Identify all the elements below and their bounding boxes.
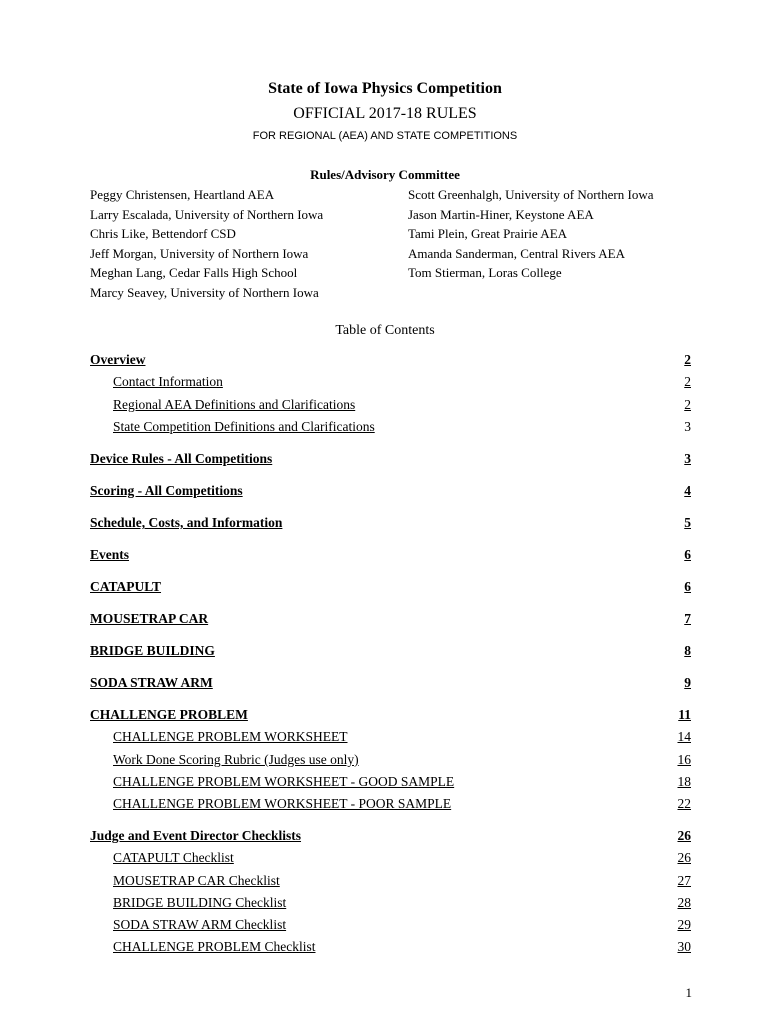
toc-entry-page[interactable]: 5 bbox=[684, 515, 691, 530]
committee-left-column bbox=[90, 185, 323, 302]
toc-entry-page[interactable]: 26 bbox=[677, 850, 691, 865]
toc-entry-label[interactable]: State Competition Definitions and Clarifications bbox=[113, 419, 375, 434]
toc-entry[interactable] bbox=[90, 396, 691, 414]
committee-member: Peggy Christensen, Heartland AEA bbox=[90, 187, 275, 202]
toc-entry-label[interactable]: SODA STRAW ARM bbox=[90, 675, 213, 690]
toc-entry-label[interactable]: BRIDGE BUILDING Checklist bbox=[113, 895, 287, 910]
toc-entry-label[interactable]: CATAPULT bbox=[90, 579, 162, 594]
toc-entry-label[interactable]: MOUSETRAP CAR bbox=[90, 611, 209, 626]
toc-entry-label[interactable]: CHALLENGE PROBLEM WORKSHEET - POOR SAMPLE bbox=[113, 796, 452, 811]
toc-entry[interactable] bbox=[90, 872, 691, 890]
toc-entry-page[interactable]: 2 bbox=[684, 374, 691, 389]
toc-entry[interactable] bbox=[90, 938, 691, 956]
toc-entry-label[interactable]: Regional AEA Definitions and Clarifications bbox=[113, 397, 356, 412]
committee-right-column bbox=[408, 185, 654, 283]
toc-entry[interactable] bbox=[90, 514, 691, 532]
committee-member: Larry Escalada, University of Northern Iowa bbox=[90, 206, 324, 222]
toc-entry-page[interactable]: 4 bbox=[684, 483, 691, 498]
committee-member: Marcy Seavey, University of Northern Iowa bbox=[90, 284, 319, 300]
committee-member: Jeff Morgan, University of Northern Iowa bbox=[90, 245, 309, 261]
toc-entry[interactable] bbox=[90, 706, 691, 724]
committee-member: Meghan Lang, Cedar Falls High School bbox=[90, 265, 298, 280]
document-subtitle: OFFICIAL 2017-18 RULES bbox=[293, 105, 477, 122]
toc-entry-label[interactable]: Device Rules - All Competitions bbox=[90, 451, 273, 466]
toc-entry-label[interactable]: BRIDGE BUILDING bbox=[90, 643, 215, 658]
toc-entry[interactable] bbox=[90, 373, 691, 391]
toc-entry-label[interactable]: CATAPULT Checklist bbox=[113, 850, 234, 865]
committee-member: Scott Greenhalgh, University of Northern Iowa bbox=[408, 187, 654, 202]
toc-entry-page[interactable]: 6 bbox=[684, 547, 691, 562]
toc-entry[interactable] bbox=[90, 546, 691, 564]
committee-member: Jason Martin-Hiner, Keystone AEA bbox=[408, 206, 594, 222]
toc-entry-label[interactable]: MOUSETRAP CAR Checklist bbox=[113, 873, 280, 888]
toc-entry-label[interactable]: CHALLENGE PROBLEM WORKSHEET - GOOD SAMPLE bbox=[113, 774, 455, 789]
toc-entry-page[interactable]: 27 bbox=[677, 873, 691, 888]
toc-entry[interactable] bbox=[90, 418, 691, 436]
committee-member: Tom Stierman, Loras College bbox=[408, 265, 562, 280]
toc-entry[interactable] bbox=[90, 674, 691, 692]
toc-entry-label[interactable]: Contact Information bbox=[113, 374, 223, 389]
toc-entry-label[interactable]: Scoring - All Competitions bbox=[90, 483, 243, 498]
toc-heading: Table of Contents bbox=[335, 323, 435, 338]
toc-entry-page[interactable]: 3 bbox=[684, 419, 691, 434]
toc-entry-page[interactable]: 14 bbox=[677, 729, 691, 744]
document-title: State of Iowa Physics Competition bbox=[268, 80, 502, 97]
toc-entry-label[interactable]: Schedule, Costs, and Information bbox=[90, 515, 283, 530]
toc-entry[interactable] bbox=[90, 642, 691, 660]
toc-entry-page[interactable]: 26 bbox=[677, 828, 691, 843]
toc-entry[interactable] bbox=[90, 610, 691, 628]
toc-entry[interactable] bbox=[90, 450, 691, 468]
toc-entry[interactable] bbox=[90, 351, 691, 369]
toc-entry[interactable] bbox=[90, 578, 691, 596]
toc-entry-label[interactable]: Overview bbox=[90, 352, 146, 367]
toc-entry[interactable] bbox=[90, 728, 691, 746]
toc-entry-label[interactable]: Work Done Scoring Rubric (Judges use only) bbox=[113, 752, 359, 767]
toc-entry[interactable] bbox=[90, 827, 691, 845]
committee-member: Amanda Sanderman, Central Rivers AEA bbox=[408, 245, 625, 261]
toc-entry[interactable] bbox=[90, 482, 691, 500]
toc-entry[interactable] bbox=[90, 849, 691, 867]
toc-entry-page[interactable]: 30 bbox=[677, 939, 691, 954]
toc-entry[interactable] bbox=[90, 894, 691, 912]
toc-entry-page[interactable]: 22 bbox=[677, 796, 691, 811]
toc-entry[interactable] bbox=[90, 751, 691, 769]
toc-entry-label[interactable]: Events bbox=[90, 547, 130, 562]
toc-entry-page[interactable]: 2 bbox=[684, 397, 691, 412]
toc-entry-label[interactable]: CHALLENGE PROBLEM WORKSHEET bbox=[113, 729, 348, 744]
toc-entry-label[interactable]: Judge and Event Director Checklists bbox=[90, 828, 302, 843]
document-scope: FOR REGIONAL (AEA) AND STATE COMPETITIONS bbox=[252, 130, 518, 142]
toc-entry-label[interactable]: CHALLENGE PROBLEM Checklist bbox=[113, 939, 316, 954]
toc-entry-page[interactable]: 29 bbox=[677, 917, 691, 932]
toc-entry-page[interactable]: 2 bbox=[684, 352, 691, 367]
toc-entry-page[interactable]: 6 bbox=[684, 579, 691, 594]
page-number: 1 bbox=[685, 985, 692, 1000]
toc-entry-page[interactable]: 11 bbox=[678, 707, 691, 722]
toc-entry-page[interactable]: 16 bbox=[677, 752, 691, 767]
toc-entry-page[interactable]: 9 bbox=[684, 675, 691, 690]
toc-entry-page[interactable]: 3 bbox=[684, 451, 691, 466]
committee-member: Chris Like, Bettendorf CSD bbox=[90, 226, 236, 241]
toc-entry-label[interactable]: CHALLENGE PROBLEM bbox=[90, 707, 248, 722]
committee-heading: Rules/Advisory Committee bbox=[310, 167, 460, 182]
toc-entry[interactable] bbox=[90, 916, 691, 934]
toc-entry-page[interactable]: 7 bbox=[684, 611, 691, 626]
toc-entry[interactable] bbox=[90, 795, 691, 813]
toc-entry-label[interactable]: SODA STRAW ARM Checklist bbox=[113, 917, 287, 932]
toc-entry-page[interactable]: 28 bbox=[677, 895, 691, 910]
toc-entry-page[interactable]: 18 bbox=[677, 774, 691, 789]
committee-member: Tami Plein, Great Prairie AEA bbox=[408, 226, 568, 241]
toc-entry[interactable] bbox=[90, 773, 691, 791]
toc-entry-page[interactable]: 8 bbox=[684, 643, 691, 658]
